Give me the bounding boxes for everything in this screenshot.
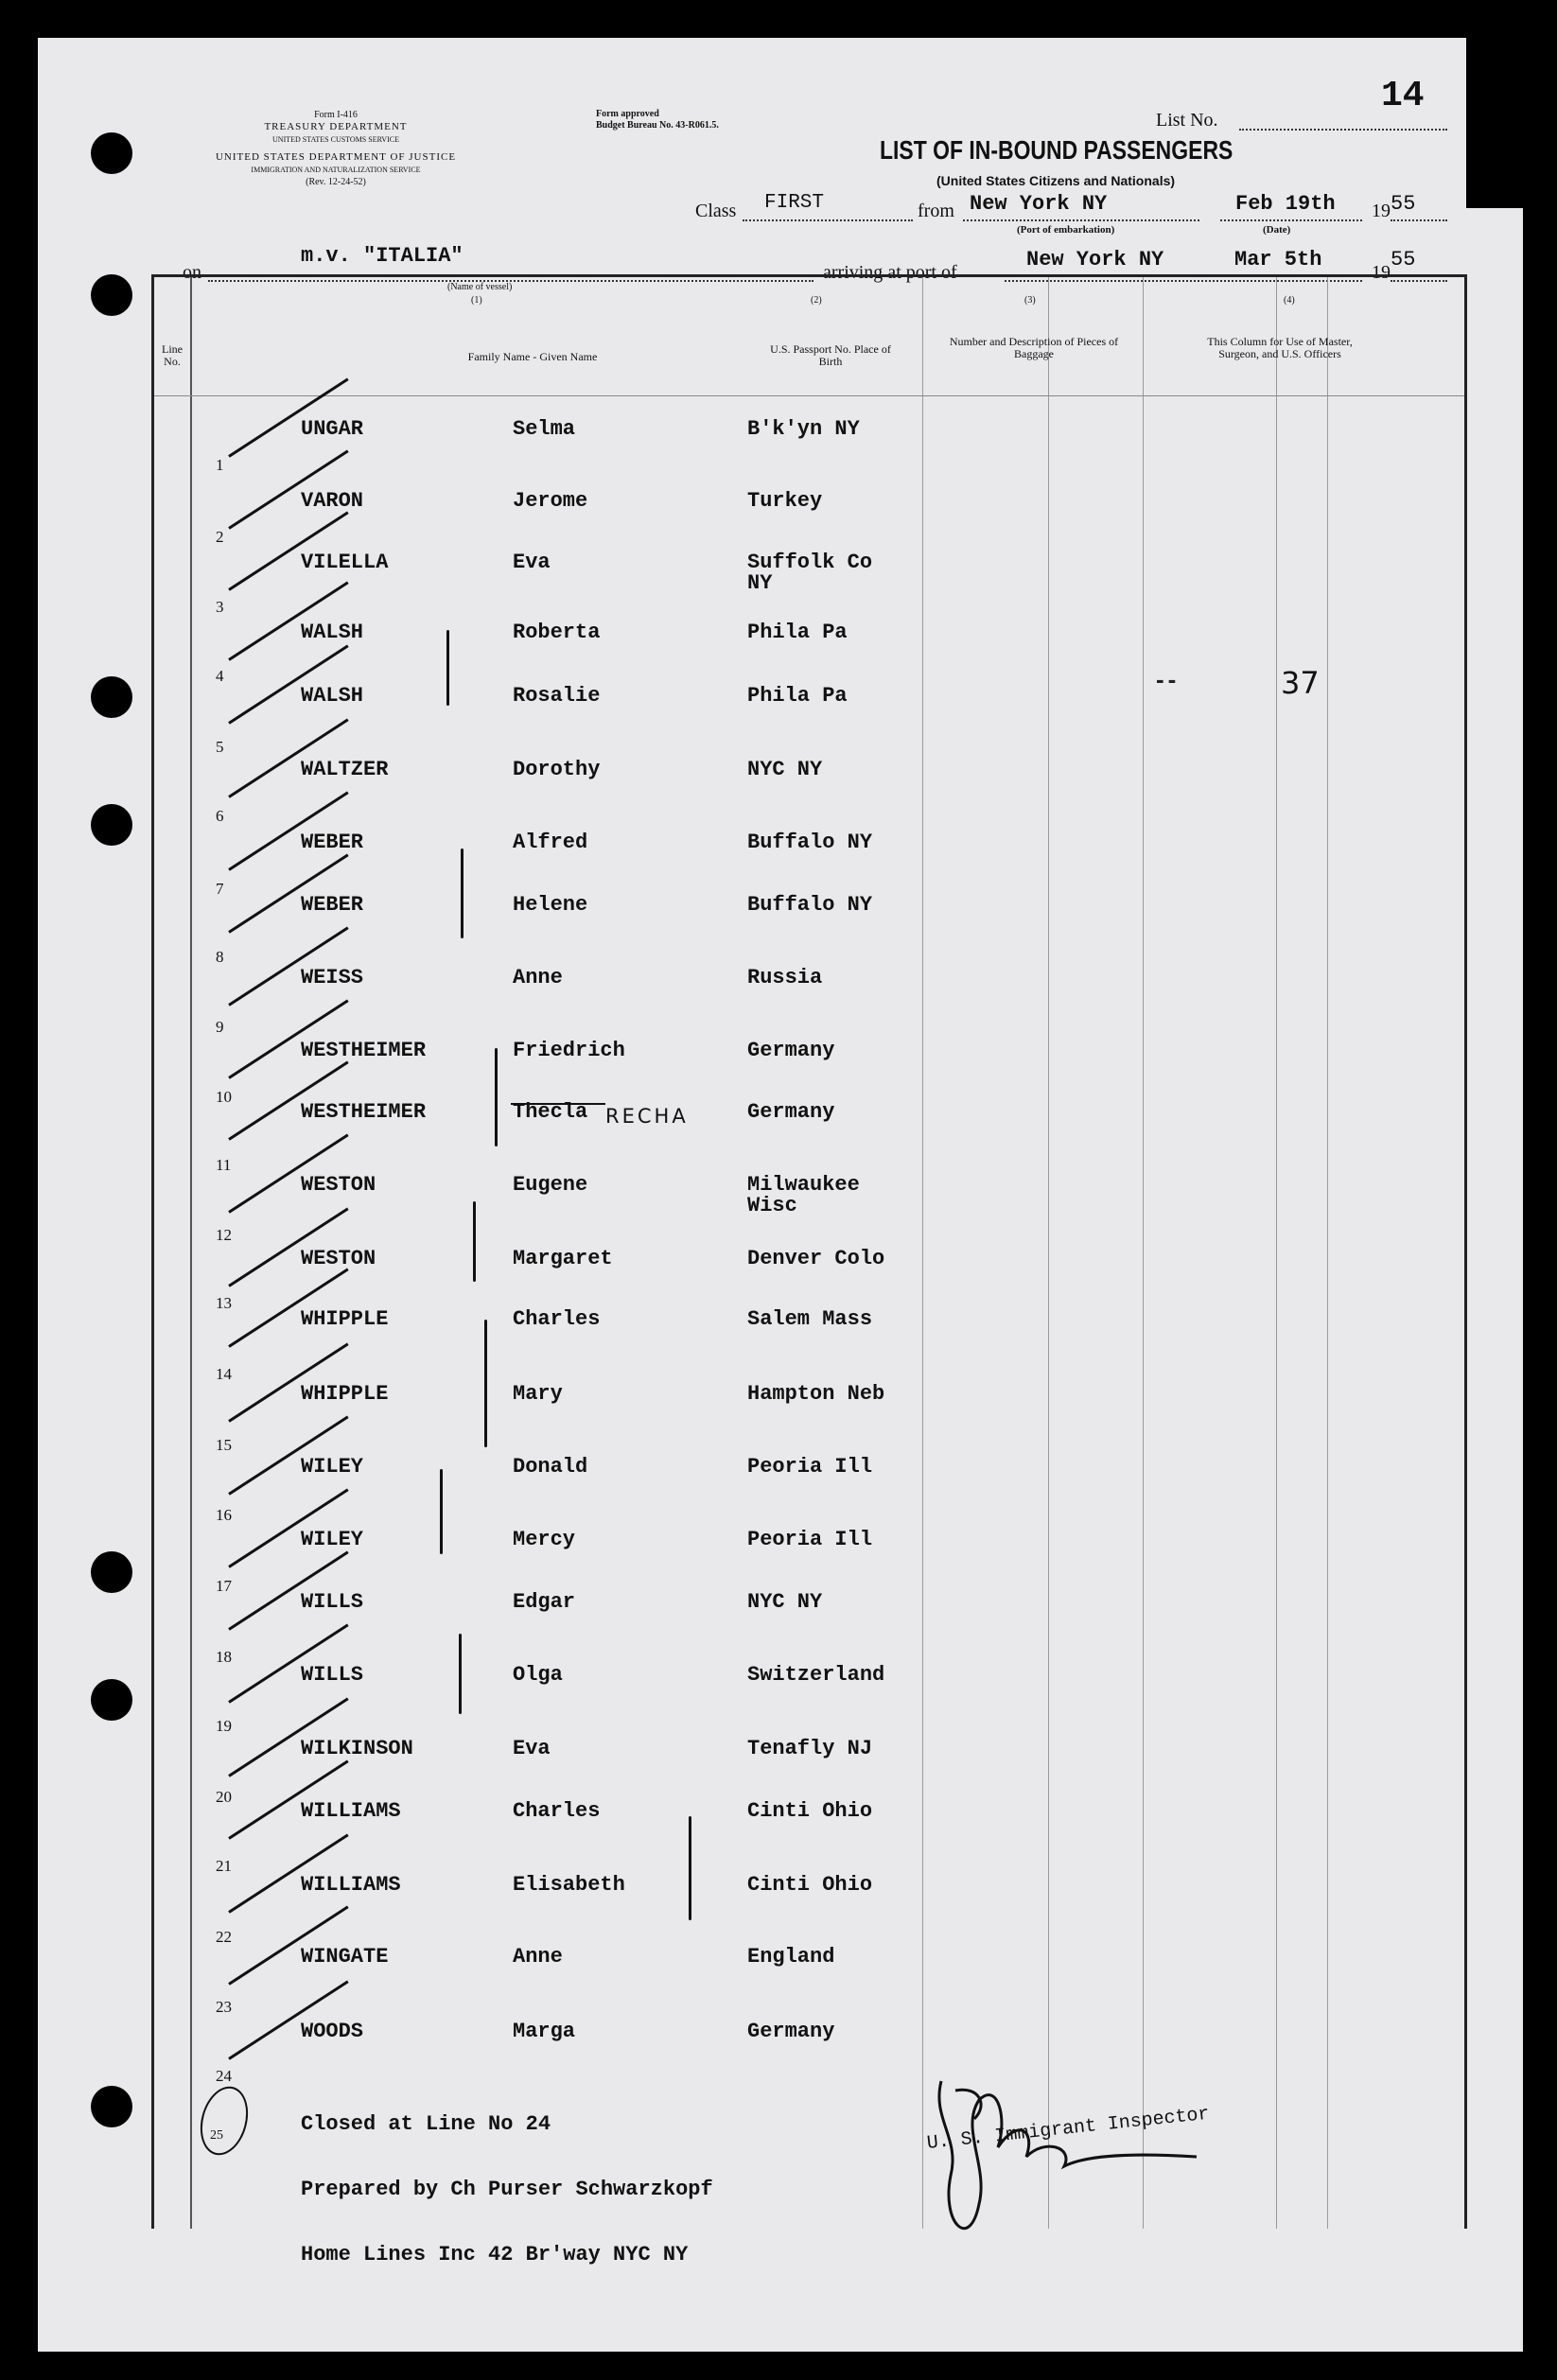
place-of-birth: Salem Mass <box>747 1307 873 1331</box>
col-divider <box>1048 277 1049 2229</box>
family-bracket <box>473 1201 476 1282</box>
given-name: Anne <box>513 1945 563 1969</box>
place-of-birth: B'k'yn NY <box>747 417 860 441</box>
col-header-baggage: Number and Description of Pieces of Baggage <box>949 335 1119 360</box>
given-name: Dorothy <box>513 758 601 781</box>
given-name: Eugene <box>513 1173 588 1197</box>
binder-hole <box>91 1679 132 1721</box>
line-number: 18 <box>216 1648 232 1666</box>
closed-at-line: Closed at Line No 24 <box>301 2112 551 2136</box>
place-of-birth: Tenafly NJ <box>747 1737 873 1760</box>
page-subtitle: (United States Citizens and Nationals) <box>936 173 1176 188</box>
class-value: FIRST <box>764 192 825 214</box>
given-name: Anne <box>513 966 563 989</box>
prepared-by: Prepared by Ch Purser Schwarzkopf <box>301 2178 713 2201</box>
given-name: Selma <box>513 417 576 441</box>
form-agency-block <box>184 109 487 188</box>
year-prefix: 19 <box>1372 201 1391 221</box>
place-of-birth: England <box>747 1945 835 1969</box>
col-header-name: Family Name - Given Name <box>467 350 598 363</box>
line-number: 8 <box>216 948 224 966</box>
col-num-2: (2) <box>811 295 822 306</box>
col-divider <box>1327 277 1328 2229</box>
family-name: WESTHEIMER <box>301 1100 427 1124</box>
line-number: 5 <box>216 738 224 756</box>
year-value: 55 <box>1391 192 1416 216</box>
place-of-birth: Phila Pa <box>747 621 848 644</box>
family-name: WESTON <box>301 1173 376 1197</box>
line-number: 2 <box>216 528 224 546</box>
family-bracket <box>495 1048 498 1146</box>
dept-justice: UNITED STATES DEPARTMENT OF JUSTICE <box>215 151 457 163</box>
family-name: WHIPPLE <box>301 1307 389 1331</box>
vessel-caption: (Name of vessel) <box>447 282 513 292</box>
family-name: WILEY <box>301 1455 364 1479</box>
family-bracket <box>484 1320 487 1447</box>
place-of-birth: Buffalo NY <box>747 831 873 854</box>
place-of-birth: Denver Colo <box>747 1247 885 1270</box>
line-number: 12 <box>216 1226 232 1244</box>
inspector-label: U. S. Immigrant Inspector <box>925 2103 1211 2155</box>
line-number: 7 <box>216 880 224 898</box>
line-number: 21 <box>216 1857 232 1875</box>
class-line <box>743 219 913 221</box>
form-revision: (Rev. 12-24-52) <box>306 177 366 187</box>
date-line <box>1220 219 1362 221</box>
list-no-label: List No. <box>1156 110 1218 131</box>
given-name: Mercy <box>513 1528 576 1551</box>
given-name: Olga <box>513 1663 563 1687</box>
col-divider <box>1143 277 1144 2229</box>
col-header-line-no: Line No. <box>162 342 183 368</box>
given-name: Charles <box>513 1799 601 1823</box>
place-of-birth: Russia <box>747 966 823 989</box>
line-number: 17 <box>216 1577 232 1595</box>
place-of-birth: Germany <box>747 2020 835 2043</box>
given-name: Roberta <box>513 621 601 644</box>
line-number: 20 <box>216 1788 232 1806</box>
officer-mark: -- <box>1156 665 1181 693</box>
line-number: 24 <box>216 2067 232 2085</box>
family-name: WHIPPLE <box>301 1382 389 1406</box>
place-of-birth: Cinti Ohio <box>747 1873 873 1897</box>
handwritten-recha: RECHA <box>605 1105 689 1128</box>
dept-justice-sub: IMMIGRATION AND NATURALIZATION SERVICE <box>251 166 421 174</box>
col-num-1: (1) <box>471 295 482 306</box>
place-of-birth: Milwaukee Wisc <box>747 1173 860 1217</box>
family-bracket <box>440 1469 443 1554</box>
place-of-birth: Hampton Neb <box>747 1382 885 1406</box>
col-divider <box>190 277 192 2229</box>
place-of-birth: Buffalo NY <box>747 893 873 917</box>
form-approval <box>596 109 719 131</box>
family-name: WALSH <box>301 621 364 644</box>
line-number: 19 <box>216 1717 232 1735</box>
from-value: New York NY <box>970 192 1108 216</box>
col-num-3: (3) <box>1024 295 1036 306</box>
given-name: Elisabeth <box>513 1873 625 1897</box>
family-name: WILLS <box>301 1590 364 1614</box>
family-bracket <box>446 630 449 706</box>
place-of-birth: NYC NY <box>747 758 823 781</box>
given-name: Eva <box>513 1737 551 1760</box>
given-name: Charles <box>513 1307 601 1331</box>
place-of-birth: NYC NY <box>747 1590 823 1614</box>
given-name: Alfred <box>513 831 588 854</box>
arrival-port: New York NY <box>1026 248 1164 271</box>
port-caption: (Port of embarkation) <box>1017 224 1115 236</box>
col-header-passport: U.S. Passport No. Place of Birth <box>770 342 891 368</box>
col-num-4: (4) <box>1284 295 1295 306</box>
family-bracket <box>459 1634 462 1714</box>
given-name: Thecla <box>513 1100 588 1124</box>
line-number: 13 <box>216 1294 232 1312</box>
binder-hole <box>91 804 132 846</box>
line-no-25: 25 <box>210 2128 223 2143</box>
vessel-value: m.v. "ITALIA" <box>301 244 464 268</box>
col-header-officers: This Column for Use of Master, Surgeon, and U.S. Officers <box>1207 335 1353 360</box>
family-name: WILLS <box>301 1663 364 1687</box>
family-name: WEISS <box>301 966 364 989</box>
class-label: Class <box>695 201 737 221</box>
given-name: Helene <box>513 893 588 917</box>
family-name: WEBER <box>301 893 364 917</box>
place-of-birth: Phila Pa <box>747 684 848 708</box>
form-approved: Form approved <box>596 109 659 119</box>
from-label: from <box>918 201 954 221</box>
family-name: UNGAR <box>301 417 364 441</box>
line-number: 1 <box>216 456 224 474</box>
year-line <box>1391 219 1447 221</box>
page-number: 14 <box>1381 76 1425 116</box>
place-of-birth: Germany <box>747 1039 835 1062</box>
place-of-birth: Switzerland <box>747 1663 885 1687</box>
line-number: 15 <box>216 1436 232 1454</box>
arrival-date: Mar 5th <box>1234 248 1322 271</box>
family-name: WOODS <box>301 2020 364 2043</box>
given-name: Jerome <box>513 489 588 513</box>
page-title: LIST OF IN-BOUND PASSENGERS <box>880 135 1233 165</box>
header-rule <box>154 395 1464 396</box>
place-of-birth: Peoria Ill <box>747 1528 873 1551</box>
binder-hole <box>91 676 132 718</box>
family-name: WEBER <box>301 831 364 854</box>
family-name: WINGATE <box>301 1945 389 1969</box>
given-name: Mary <box>513 1382 563 1406</box>
given-name: Margaret <box>513 1247 613 1270</box>
family-name: WILEY <box>301 1528 364 1551</box>
line-number: 3 <box>216 598 224 616</box>
place-of-birth: Peoria Ill <box>747 1455 873 1479</box>
place-of-birth: Germany <box>747 1100 835 1124</box>
family-bracket <box>461 849 464 938</box>
place-of-birth: Turkey <box>747 489 823 513</box>
date-caption: (Date) <box>1263 224 1291 236</box>
col-divider <box>1276 277 1277 2229</box>
given-name: Rosalie <box>513 684 601 708</box>
page-corner-shadow <box>1466 38 1523 208</box>
arrival-year-prefix: 19 <box>1372 262 1391 283</box>
binder-hole <box>91 274 132 316</box>
family-name: WILKINSON <box>301 1737 413 1760</box>
given-name: Marga <box>513 2020 576 2043</box>
line-number: 6 <box>216 807 224 825</box>
family-bracket <box>689 1816 691 1920</box>
family-name: WILLIAMS <box>301 1799 401 1823</box>
officer-note-37: 37 <box>1281 665 1320 701</box>
strikethrough <box>511 1103 605 1105</box>
dept-treasury-sub: UNITED STATES CUSTOMS SERVICE <box>272 135 399 144</box>
line-number: 22 <box>216 1928 232 1946</box>
line-number: 9 <box>216 1018 224 1036</box>
line-number: 23 <box>216 1998 232 2016</box>
arrival-year: 55 <box>1391 248 1416 271</box>
on-label: on <box>183 262 201 283</box>
company-address: Home Lines Inc 42 Br'way NYC NY <box>301 2243 689 2266</box>
line-number: 4 <box>216 667 224 685</box>
place-of-birth: Suffolk Co NY <box>747 551 873 595</box>
family-name: WESTON <box>301 1247 376 1270</box>
family-name: WILLIAMS <box>301 1873 401 1897</box>
from-line <box>963 219 1199 221</box>
family-name: WALTZER <box>301 758 389 781</box>
list-no-line <box>1239 129 1447 131</box>
binder-hole <box>91 132 132 174</box>
given-name: Donald <box>513 1455 588 1479</box>
line-number: 16 <box>216 1506 232 1524</box>
binder-hole <box>91 1551 132 1593</box>
given-name: Edgar <box>513 1590 576 1614</box>
form-id: Form I-416 <box>314 110 358 120</box>
line-number: 11 <box>216 1156 232 1174</box>
given-name: Friedrich <box>513 1039 625 1062</box>
line-number: 10 <box>216 1088 232 1106</box>
family-name: VILELLA <box>301 551 389 574</box>
col-divider <box>922 277 923 2229</box>
family-name: VARON <box>301 489 364 513</box>
family-name: WESTHEIMER <box>301 1039 427 1062</box>
date-value: Feb 19th <box>1235 192 1336 216</box>
budget-bureau: Budget Bureau No. 43-R061.5. <box>596 120 719 131</box>
given-name: Eva <box>513 551 551 574</box>
family-name: WALSH <box>301 684 364 708</box>
place-of-birth: Cinti Ohio <box>747 1799 873 1823</box>
dept-treasury: TREASURY DEPARTMENT <box>264 121 408 132</box>
footer-block <box>301 2070 713 2287</box>
inspector-signature <box>922 2062 1206 2261</box>
arriving-label: arriving at port of <box>823 262 957 283</box>
binder-hole <box>91 2086 132 2127</box>
line-number: 14 <box>216 1365 232 1383</box>
